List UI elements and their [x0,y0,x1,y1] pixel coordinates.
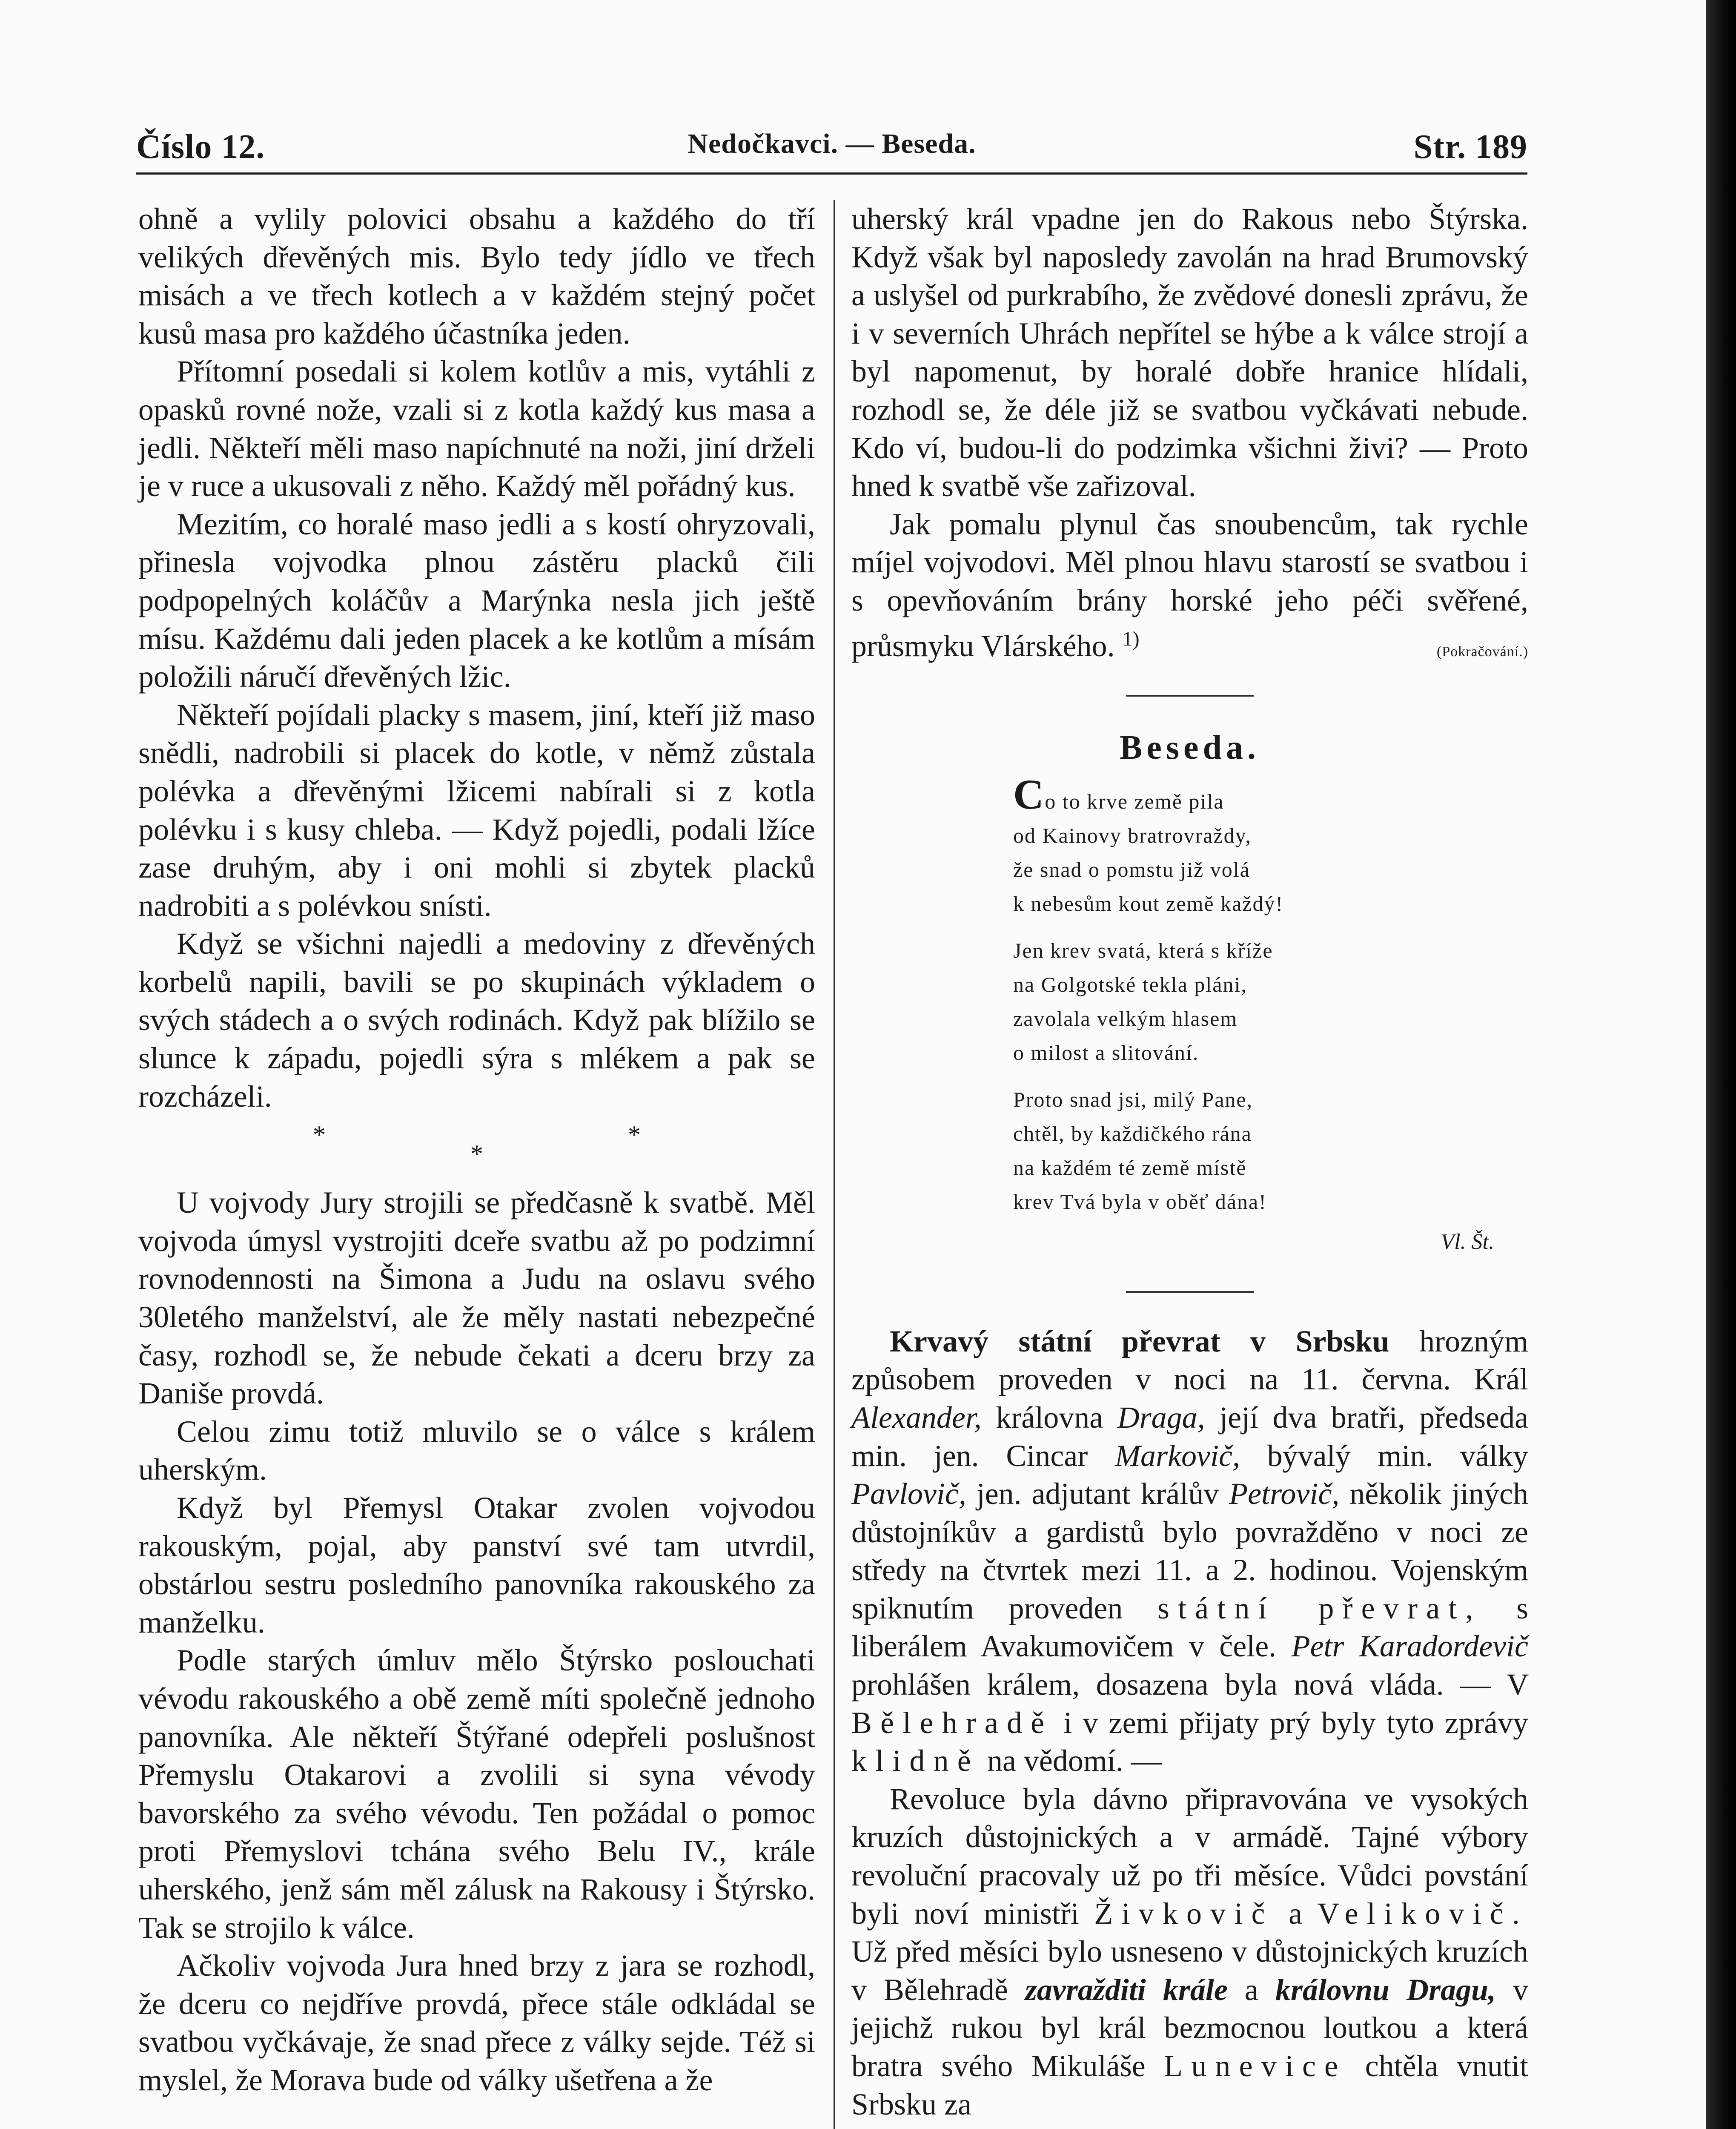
person-name: Alexander, [851,1400,982,1435]
news-text: a [1289,1896,1303,1931]
poem-line: na každém té země místě [1013,1156,1247,1180]
paragraph: Když se všichni najedli a medoviny z dřevěných korbelů napili, bavili se po skupinách výkladem o svých stádech a o svých rodinách. Když pak blížilo se slunce k západu, pojedli sýra s mlékem a pak se rozcházeli. [138,927,815,1113]
header-rule [136,172,1527,175]
news-text: i v zemi přijaty prý byly tyto zprávy [1063,1705,1529,1740]
asterisk: * [628,1121,641,1149]
issue-number: Číslo 12. [136,128,265,166]
news-text: prohlášen králem, dosazena byla nová vláda. — V [851,1667,1528,1702]
news-text: chtěla vnutit Srbsku za [851,2049,1529,2121]
news-paragraph [851,1780,1528,2123]
drop-cap: C [1013,771,1045,818]
paragraph: Když byl Přemysl Otakar zvolen vojvodou rakouským, pojal, aby panství své tam utvrdil, obstárlou sestru posledního panovníka rakouského za manželku. [138,1491,815,1639]
paragraph: Ačkoliv vojvoda Jura hned brzy z jara se rozhodl, že dceru co nejdříve provdá, přece stále odkládal se svatbou vyčkávaje, že snad přece z války sejde. Též si myslel, že Morava bude od války ušetřena a že [138,1948,815,2097]
paragraph: Podle starých úmluv mělo Štýrsko poslouchati vévodu rakouského a obě země míti společně jednoho panovníka. Ale někteří Štýřané odepřeli poslušnost Přemyslu Otakarovi a zvolili si syna vévody bavorského za svého vévodu. Ten požádal o pomoc proti Přemyslovi tchána svého Belu IV., krále uherského, jenž sám měl zálusk na Rakousy i Štýrsko. Tak se strojilo k válce. [138,1643,815,1945]
poem-line: o milost a slitování. [1013,1041,1199,1065]
poem-line: zavolala velkým hlasem [1013,1007,1238,1031]
column-divider [834,200,835,2129]
page-header [136,128,1527,179]
separator-rule [1126,1291,1254,1293]
footnote-reference: 1) [1122,627,1140,650]
spaced-text: Živkovič [1094,1896,1274,1931]
person-name: Petr Karadordevič [1291,1629,1529,1664]
spaced-text: Bělehradě [851,1705,1053,1740]
spaced-text: klidně [851,1744,980,1778]
running-title: Nedočkavci. — Beseda. [688,128,976,159]
paragraph-text: Jak pomalu plynul čas snoubencům, tak rychle míjel vojvodovi. Měl plnou hlavu starostí se svatbou i s opevňováním brány horské jeho péči svěřené, průsmyku Vlárského. [851,507,1528,663]
paragraph: Někteří pojídali placky s masem, jiní, kteří již maso snědli, nadrobili si placek do kotle, v němž zůstala polévka a dřevěnými lžicemi nabírali si z kotla polévku i s kusy chleba. — Když pojedli, podali lžíce zase druhým, aby i oni mohli si zbytek placků nadrobiti a s polévkou snísti. [138,697,815,923]
news-text: na vědomí. — [987,1744,1162,1778]
poem-line: Proto snad jsi, milý Pane, [1013,1087,1253,1112]
paragraph: Přítomní posedali si kolem kotlův a mis, vytáhli z opasků rovné nože, vzali si z kotla každý kus masa a jedli. Někteří měli maso napíchnuté na noži, jiní drželi je v ruce a ukusovali z něho. Každý měl pořádný kus. [138,354,815,503]
poem-author: Vl. Št. [1441,1230,1494,1254]
page-number: Str. 189 [1413,128,1527,166]
news-text: královna [996,1400,1103,1435]
separator-rule [1126,695,1254,697]
poem-title: Beseda. [1120,729,1260,767]
poem-line: že snad o pomstu již volá [1013,858,1250,882]
poem [1013,771,1528,1219]
news-text: Revoluce byla dávno připravována ve vysokých kruzích důstojnických a v armádě. Tajné výbory revoluční pracovaly už po tři měsíce. Vůdci povstání byli noví ministři [851,1782,1528,1931]
poem-stanza [1013,1082,1528,1219]
poem-line-text: o to krve země pila [1045,789,1224,814]
asterisk: * [313,1121,326,1149]
news-text: bývalý min. války [1267,1438,1529,1473]
continued-label: (Pokračování.) [1436,643,1528,660]
poem-line: krev Tvá byla v oběť dána! [1013,1190,1267,1214]
right-column [851,200,1528,2129]
news-text: s liberálem Avakumovičem v čele. [851,1591,1529,1664]
poem-line: Jen krev svatá, která s kříže [1013,938,1273,963]
paragraph [851,505,1528,665]
poem-line: chtěl, by každičkého rána [1013,1122,1252,1146]
poem-line: k nebesům kout země každý! [1013,892,1284,916]
news-headline: Krvavý státní převrat v Srbsku [890,1324,1389,1358]
paragraph: uherský král vpadne jen do Rakous nebo Štýrska. Když však byl naposledy zavolán na hrad Brumovský a uslyšel od purkrabího, že zvědové donesli zprávu, že i v severních Uhrách nepřítel se hýbe a k válce strojí a byl napomenut, by horalé dobře hranice hlídali, rozhodl se, že déle již se svatbou vyčkávati nebude. Kdo ví, budou-li do podzimka všichni živi? — Proto hned k svatbě vše zařizoval. [851,202,1528,503]
news-text: její dva bratři, předseda min. jen. Cincar [851,1400,1529,1473]
news-text: jen. adjutant králův [976,1477,1219,1511]
asterisk: * [470,1140,483,1168]
news-text: a [1244,1972,1258,2007]
poem-line: na Golgotské tekla pláni, [1013,973,1247,997]
poem-stanza [1013,771,1528,921]
scan-edge [1706,0,1736,2129]
poem-stanza [1013,933,1528,1070]
news-paragraph [851,1323,1528,1780]
news-text: hrozným způsobem proveden v noci na 11. června. Král [851,1324,1528,1397]
spaced-text: státní převrat, [1157,1591,1482,1625]
emphasis-text: královnu Dragu, [1275,1972,1496,2007]
left-column [138,200,815,2100]
news-text: Už před měsíci bylo usneseno v důstojnických kruzích v Bělehradě [851,1934,1528,2007]
poem-line: od Kainovy bratrovraždy, [1013,823,1252,848]
news-text: v jejichž rukou byl král bezmocnou loutkou a která bratra svého Mikuláše [851,1972,1529,2083]
emphasis-text: zavražditi krále [1025,1972,1228,2007]
section-break [138,1120,815,1168]
spaced-text: Velikovič. [1317,1896,1529,1931]
paragraph: U vojvody Jury strojili se předčasně k svatbě. Měl vojvoda úmysl vystrojiti dceře svatbu až po podzimní rovnodennosti na Šimona a Judu na oslavu svého 30letého manželství, ale že měly nastati nebezpečné časy, rozhodl se, že nebude čekati a dceru brzy za Daniše provdá. [138,1185,815,1411]
person-name: Draga, [1117,1400,1205,1435]
paragraph: Celou zimu totiž mluvilo se o válce s králem uherským. [138,1414,815,1487]
paragraph: ohně a vylily polovici obsahu a každého do tří velikých dřevěných mis. Bylo tedy jídlo ve třech misách a ve třech kotlech a v každém stejný počet kusů masa pro každého účastníka jeden. [138,202,815,350]
poem-line [1013,771,1528,818]
news-text: několik jiných důstojníkův a gardistů bylo povražděno v noci ze středy na čtvrtek mezi 11. a 2. hodinou. Vojenským spiknutím proveden [851,1477,1528,1625]
paragraph: Mezitím, co horalé maso jedli a s kostí ohryzovali, přinesla vojvodka plnou zástěru placků čili podpopelných koláčův a Marýnka nesla jich ještě mísu. Každému dali jeden placek a ke kotlům a mísám položili náručí dřevěných lžic. [138,507,815,694]
person-name: Petrovič, [1229,1477,1340,1511]
spaced-text: Lunevice [1164,2049,1347,2083]
person-name: Markovič, [1115,1438,1240,1473]
person-name: Pavlovič, [851,1477,966,1511]
